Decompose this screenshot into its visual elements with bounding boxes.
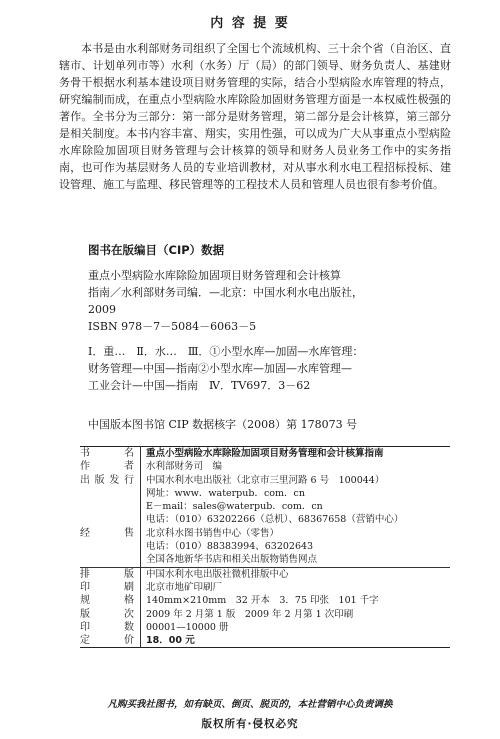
distributor-label: 经 售 [80,527,141,540]
publisher-line: 中国水利水电出版社（北京市三里河路 6 号 100044） [146,474,385,486]
cip-entry [88,267,448,394]
price-label: 定 价 [80,634,141,648]
price: 18．00 元 [141,634,451,648]
book-title: 重点小型病险水库除险加固项目财务管理和会计核算指南 [141,447,451,461]
publisher-label: 出版发行 [80,474,141,487]
distributor-phone: 电话：（010）88383994、63202643 [146,541,314,553]
printing-label: 印 刷 [80,581,141,594]
typesetting-label: 排 版 [80,567,141,581]
cip-line: 财务管理—中国—指南②小型水库—加固—水库管理— [88,362,352,375]
cip-line: 工业会计—中国—指南 Ⅳ．TV697．3－62 [88,379,311,392]
publisher-email: E－mail：sales@waterpub．com．cn [146,501,323,513]
cip-line: 指南／水利部财务司编．—北京：中国水利水电出版社， [88,286,363,299]
cip-line: 2009 [88,303,116,316]
edition: 2009 年 2 月第 1 版 2009 年 2 月第 1 次印刷 [146,608,354,620]
cip-line: 重点小型病险水库除险加固项目财务管理和会计核算 [88,269,341,282]
distributor-line: 北京科水图书销售中心（零售） [146,527,280,539]
book-title-label: 书 名 [80,447,141,461]
distributor-line: 全国各地新华书店和相关出版物销售网点 [146,554,318,566]
cip-line: Ⅰ．重… Ⅱ．水… Ⅲ．①小型水库—加固—水库管理： [88,345,364,358]
replacement-notice: 凡购买我社图书，如有缺页、倒页、脱页的，本社营销中心负责调换 [107,699,393,710]
cip-record-number: 中国版本图书馆 CIP 数据核字（2008）第 178073 号 [88,418,358,431]
edition-label: 版 次 [80,608,141,621]
summary-title: 内 容 提 要 [210,16,290,31]
author-label: 作 者 [80,460,141,473]
typesetting: 中国水利水电出版社微机排版中心 [141,567,451,581]
rights-notice: 版权所有·侵权必究 [201,718,299,730]
publisher-phone: 电话：（010）63202266（总机）、68367658（营销中心） [146,514,404,526]
spec-label: 规 格 [80,594,141,607]
cip-isbn: ISBN 978－7－5084－6063－5 [88,320,257,333]
book-info-table [80,446,450,648]
cip-title: 图书在版编目（CIP）数据 [88,243,225,257]
print-count-label: 印 数 [80,621,141,634]
spec: 140mm×210mm 32 开本 3．75 印张 101 千字 [146,595,379,607]
print-count: 00001—10000 册 [146,621,229,633]
author: 水利部财务司 编 [146,461,223,473]
printing: 北京市地矿印刷厂 [146,581,223,593]
publisher-website: 网址：www．waterpub．com．cn [146,487,305,499]
summary-paragraph: 本书是由水利部财务司组织了全国七个流域机构、三十余个省（自治区、直辖市、计划单列市等）水利（水务）厅（局）的部门领导、财务负责人、基建财务骨干根据水利基本建设项目财务管理的实际，结合小型病险水库管理的特点，研究编制而成，在重点小型病险水库除险加固财务管理方面是一本权威性极强的著作。全书分为三部分：第一部分是财务管理，第二部分是会计核算，第三部分是相关制度。本书内容丰富、翔实，实用性强，可以成为广大从事重点小型病险水库除险加固项目财务管理与会计核算的领导和财务人员业务工作中的实务指南，也可作为基层财务人员的专业培训教材，对从事水利水电工程招标投标、建设管理、施工与监理、移民管理等的工程技术人员和管理人员也很有参考价值。 [59,42,451,191]
